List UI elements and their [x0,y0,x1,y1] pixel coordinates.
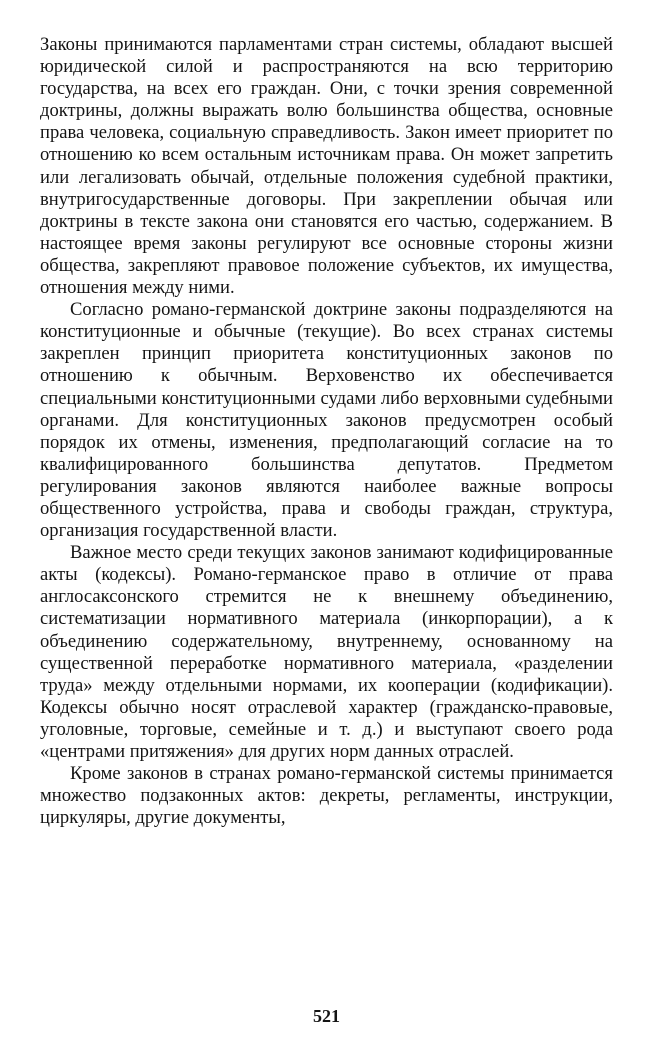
paragraph-subordinate-acts: Кроме законов в странах романо-германской системы принимается множество подзаконных актов: декреты, регламенты, инструкции, циркуляры, другие документы, [40,763,613,829]
page-number: 521 [313,1006,340,1026]
paragraph-laws-adoption: Законы принимаются парламентами стран системы, обладают высшей юридической силой и распространяются на всю территорию государства, на всех его граждан. Они, с точки зрения современной доктрины, должны выражать волю большинства общества, основные права человека, социальную справедливость. Закон имеет приоритет по отношению ко всем остальным источникам права. Он может запретить или легализовать обычай, отдельные положения судебной практики, внутригосударственные договоры. При закреплении обычая или доктрины в тексте закона они становятся его частью, содержанием. В настоящее время законы регулируют все основные стороны жизни общества, закрепляют правовое положение субъектов, их имущества, отношения между ними. [40,34,613,299]
document-page [40,34,613,1024]
paragraph-codified-acts: Важное место среди текущих законов занимают кодифицированные акты (кодексы). Романо-германское право в отличие от права англосаксонского стремится не к внешнему объединению, систематизации нормативного материала (инкорпорации), а к объединению содержательному, внутреннему, основанному на существенной переработке нормативного материала, «разделении труда» между отдельными нормами, их кооперации (кодификации). Кодексы обычно носят отраслевой характер (гражданско-правовые, уголовные, торговые, семейные и т. д.) и выступают своего рода «центрами притяжения» для других норм данных отраслей. [40,542,613,762]
paragraph-constitutional-laws: Согласно романо-германской доктрине законы подразделяются на конституционные и обычные (текущие). Во всех странах системы закреплен принцип приоритета конституционных законов по отношению к обычным. Верховенство их обеспечивается специальными конституционными судами либо верховными судебными органами. Для конституционных законов предусмотрен особый порядок их отмены, изменения, предполагающий согласие на то квалифицированного большинства депутатов. Предметом регулирования законов являются наиболее важные вопросы общественного устройства, права и свободы граждан, структура, организация государственной власти. [40,299,613,542]
